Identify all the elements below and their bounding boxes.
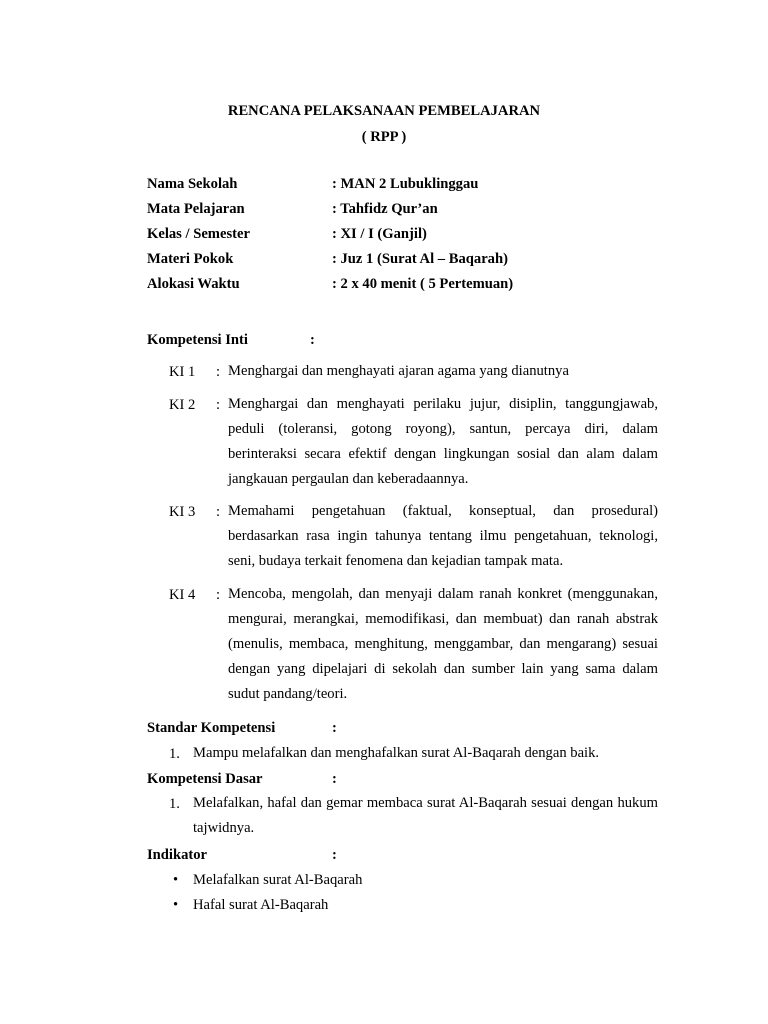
bullet-icon: • xyxy=(173,872,179,888)
list-item-text: Mampu melafalkan dan menghafalkan surat Al-Baqarah dengan baik. xyxy=(193,745,600,761)
info-label-school: Nama Sekolah xyxy=(147,176,238,192)
ki-code: KI 1 xyxy=(169,364,196,380)
list-number: 1. xyxy=(169,796,180,812)
info-label-time: Alokasi Waktu xyxy=(147,276,240,292)
list-item-text: Melafalkan surat Al-Baqarah xyxy=(193,872,363,888)
ki-text: Menghargai dan menghayati perilaku jujur, disiplin, tanggungjawab, peduli (toleransi, gotong royong), santun, percaya diri, dalam berinteraksi secara efektif dengan lingkungan sosial dan alam dalam jangkauan pergaulan dan keberadaannya. xyxy=(228,396,658,487)
info-label-topic: Materi Pokok xyxy=(147,251,234,267)
ki-separator: : xyxy=(216,397,221,413)
list-item-text: Melafalkan, hafal dan gemar membaca surat Al-Baqarah sesuai dengan hukum tajwidnya. xyxy=(193,795,658,836)
document-subtitle: ( RPP ) xyxy=(361,129,407,145)
info-label-class: Kelas / Semester xyxy=(147,226,250,242)
document-title: RENCANA PELAKSANAAN PEMBELAJARAN xyxy=(227,103,541,119)
section-colon: : xyxy=(332,847,337,863)
info-value-topic: : Juz 1 (Surat Al – Baqarah) xyxy=(332,251,508,267)
info-value-class: : XI / I (Ganjil) xyxy=(332,226,427,242)
section-colon: : xyxy=(332,771,337,787)
ki-separator: : xyxy=(216,587,221,603)
ki-text: Memahami pengetahuan (faktual, konseptual, dan prosedural) berdasarkan rasa ingin tahunya tentang ilmu pengetahuan, teknologi, seni, budaya terkait fenomena dan kejadian tampak mata. xyxy=(228,503,658,569)
info-value-time: : 2 x 40 menit ( 5 Pertemuan) xyxy=(332,276,514,292)
info-value-subject: : Tahfidz Qur’an xyxy=(332,201,438,217)
ki-separator: : xyxy=(216,364,221,380)
section-heading-kompetensi-dasar: Kompetensi Dasar xyxy=(147,771,263,787)
list-number: 1. xyxy=(169,746,180,762)
ki-code: KI 2 xyxy=(169,397,196,413)
section-heading-standar-kompetensi: Standar Kompetensi xyxy=(147,720,276,736)
bullet-icon: • xyxy=(173,897,179,913)
list-item-text: Hafal surat Al-Baqarah xyxy=(193,897,329,913)
section-colon: : xyxy=(332,720,337,736)
info-label-subject: Mata Pelajaran xyxy=(147,201,245,217)
section-heading-kompetensi-inti: Kompetensi Inti xyxy=(147,332,248,348)
ki-text: Mencoba, mengolah, dan menyaji dalam ranah konkret (menggunakan, mengurai, merangkai, memodifikasi, dan membuat) dan ranah abstrak (menulis, membaca, menghitung, menggambar, dan mengarang) sesuai dengan yang dipelajari di sekolah dan sumber lain yang sama dalam sudut pandang/teori. xyxy=(228,586,658,702)
ki-text: Menghargai dan menghayati ajaran agama yang dianutnya xyxy=(228,363,569,379)
ki-code: KI 3 xyxy=(169,504,196,520)
ki-separator: : xyxy=(216,504,221,520)
section-colon: : xyxy=(310,332,315,348)
ki-code: KI 4 xyxy=(169,587,196,603)
section-heading-indikator: Indikator xyxy=(147,847,208,863)
info-value-school: : MAN 2 Lubuklinggau xyxy=(332,176,479,192)
